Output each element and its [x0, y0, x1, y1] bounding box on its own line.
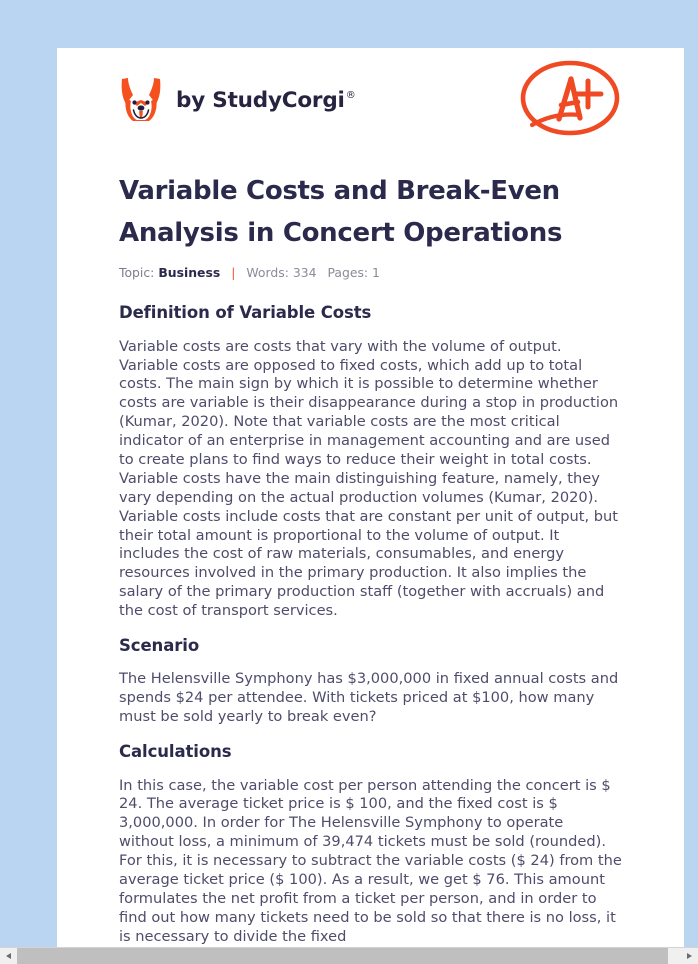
meta-topic-value[interactable]: Business — [158, 265, 221, 281]
document-page — [57, 48, 684, 947]
a-plus-grade-icon — [518, 57, 622, 143]
triangle-left-icon — [6, 953, 11, 959]
section-paragraph-definition: Variable costs are costs that vary with the volume of output. Variable costs are opposed to fixed costs, which add up to total costs. The main sign by which it is possible to determine whether costs are variable is their disappearance during a stop in production (Kumar, 2020). Note that variable costs are the most critical indicator of an enterprise in management accounting and are used to create plans to find ways to reduce their weight in total costs. Variable costs have the main distinguishing feature, namely, they vary depending on the actual production volumes (Kumar, 2020). Variable costs include costs that are constant per unit of output, but their total amount is proportional to the volume of output. It includes the cost of raw materials, consumables, and energy resources involved in the primary production. It also implies the salary of the primary production staff (together with accruals) and the cost of transport services. — [119, 337, 619, 620]
meta-separator: | — [231, 265, 236, 281]
document-header — [57, 48, 684, 152]
brand-name: StudyCorgi — [212, 87, 345, 113]
triangle-right-icon — [687, 953, 692, 959]
scroll-right-button[interactable] — [681, 948, 698, 964]
document-meta — [119, 265, 622, 280]
meta-topic-label: Topic: — [119, 265, 155, 281]
section-heading-scenario: Scenario — [119, 636, 200, 656]
studycorgi-brand[interactable] — [119, 77, 356, 123]
section-paragraph-scenario: The Helensville Symphony has $3,000,000 in fixed annual costs and spends $24 per attendee. With tickets priced at $100, how many must be sold yearly to break even? — [119, 670, 619, 726]
title-block — [57, 152, 684, 280]
meta-word-count: Words: 334 — [246, 265, 317, 281]
section-heading-calculations: Calculations — [119, 742, 232, 762]
horizontal-scrollbar[interactable] — [0, 947, 698, 964]
page-title: Variable Costs and Break-Even Analysis in Concert Operations — [119, 176, 563, 249]
meta-page-count: Pages: 1 — [327, 265, 380, 281]
corgi-head-icon — [119, 77, 163, 123]
brand-wordmark — [176, 88, 356, 113]
scrollbar-track[interactable] — [17, 948, 681, 964]
brand-prefix: by — [176, 87, 213, 113]
section-paragraph-calculations: In this case, the variable cost per person attending the concert is $ 24. The average ticket price is $ 100, and the fixed cost is $ 3,000,000. In order for The Helensville Symphony to operate without loss, a minimum of 39,474 tickets must be sold (rounded). For this, it is necessary to subtract the variable costs ($ 24) from the average ticket price ($ 100). As a result, we get $ 76. This amount formulates the net profit from a ticket per person, and in order to find out how many tickets need to be sold so that there is no loss, it is necessary to divide the fixed — [119, 776, 622, 945]
scrollbar-thumb[interactable] — [17, 948, 668, 964]
section-heading-definition: Definition of Variable Costs — [119, 303, 372, 323]
document-body — [57, 280, 684, 947]
scroll-left-button[interactable] — [0, 948, 17, 964]
registered-trademark-icon: ® — [345, 90, 356, 102]
